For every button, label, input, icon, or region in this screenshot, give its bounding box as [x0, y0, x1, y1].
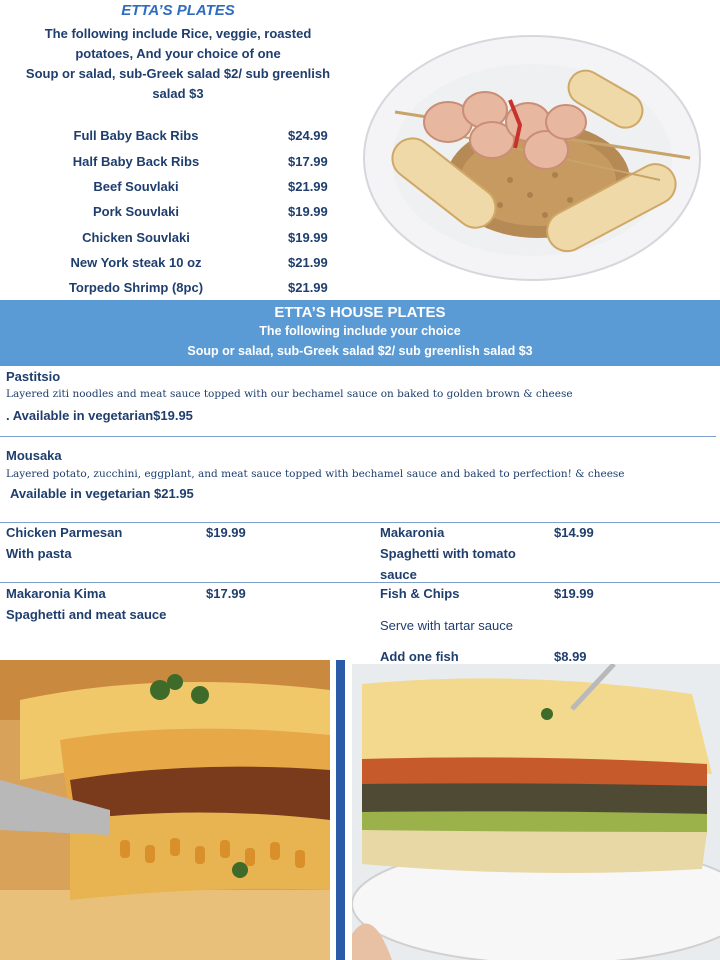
menu-item-name: Chicken Souvlaki: [82, 230, 190, 245]
desc-line-1: The following include Rice, veggie, roasted: [44, 26, 312, 41]
chicken-parmesan-name: Chicken Parmesan: [6, 525, 123, 540]
menu-item-price: $21.99: [288, 280, 328, 295]
photo-divider: [336, 660, 345, 960]
pastitsio-description: Layered ziti noodles and meat sauce topped with our bechamel sauce on baked to golden brown & cheese: [6, 388, 573, 400]
desc-line-4: salad $3: [152, 86, 204, 101]
menu-item-price: $24.99: [288, 128, 328, 143]
fish-chips-price: $19.99: [554, 586, 594, 601]
makaronia-name: Makaronia: [380, 525, 445, 540]
pastitsio-availability: . Available in vegetarian$19.95: [6, 408, 193, 423]
menu-item-name: Half Baby Back Ribs: [72, 154, 200, 169]
pastitsio-name: Pastitsio: [6, 369, 61, 384]
menu-item-name: Torpedo Shrimp (8pc): [68, 280, 204, 295]
house-plates-title: ETTA’S HOUSE PLATES: [274, 304, 446, 321]
souvlaki-plate-photo: [360, 30, 704, 285]
chicken-parmesan-sub: With pasta: [6, 546, 72, 561]
menu-item-name: Full Baby Back Ribs: [73, 128, 199, 143]
mousaka-photo: [352, 664, 720, 960]
makaronia-sub-2: sauce: [380, 567, 417, 582]
makaronia-kima-sub: Spaghetti and meat sauce: [6, 607, 167, 622]
mousaka-description: Layered potato, zucchini, eggplant, and meat sauce topped with bechamel sauce and baked to perfection! & cheese: [6, 468, 625, 480]
menu-item: [0, 255, 360, 280]
menu-item-name: Pork Souvlaki: [93, 204, 179, 219]
menu-item-price: $21.99: [288, 179, 328, 194]
fish-chips-name: Fish & Chips: [380, 586, 460, 601]
menu-item-price: $21.99: [288, 255, 328, 270]
fish-addon-name: Add one fish: [380, 649, 459, 664]
divider-line: [0, 436, 716, 437]
makaronia-price: $14.99: [554, 525, 594, 540]
chicken-parmesan-price: $19.99: [206, 525, 246, 540]
house-plates-items: [0, 366, 720, 662]
makaronia-kima-price: $17.99: [206, 586, 246, 601]
menu-item-price: $17.99: [288, 154, 328, 169]
fish-addon-price: $8.99: [554, 649, 587, 664]
menu-item: [0, 154, 360, 179]
mousaka-availability: Available in vegetarian $21.95: [10, 486, 194, 501]
house-plates-subtitle-2: Soup or salad, sub-Greek salad $2/ sub greenlish salad $3: [187, 344, 533, 358]
desc-line-2: potatoes, And your choice of one: [75, 46, 281, 61]
etta-plates-description: [0, 24, 356, 104]
menu-item-price: $19.99: [288, 230, 328, 245]
menu-item: [0, 230, 360, 255]
divider-line: [0, 582, 720, 583]
pastitsio-photo: [0, 660, 330, 960]
etta-plates-title: ETTA’S PLATES: [121, 2, 235, 19]
makaronia-sub: Spaghetti with tomato: [380, 546, 516, 561]
fish-chips-note: Serve with tartar sauce: [380, 618, 513, 633]
etta-plates-section: [0, 0, 720, 300]
desc-line-3: Soup or salad, sub-Greek salad $2/ sub greenlish: [25, 66, 331, 81]
menu-item: [0, 179, 360, 204]
menu-item-name: Beef Souvlaki: [93, 179, 179, 194]
makaronia-kima-name: Makaronia Kima: [6, 586, 106, 601]
house-plates-subtitle: The following include your choice: [259, 324, 461, 338]
menu-item: [0, 128, 360, 153]
menu-item-name: New York steak 10 oz: [70, 255, 202, 270]
house-plates-banner: [0, 300, 720, 366]
mousaka-name: Mousaka: [6, 448, 62, 463]
menu-item: [0, 204, 360, 229]
menu-item-price: $19.99: [288, 204, 328, 219]
